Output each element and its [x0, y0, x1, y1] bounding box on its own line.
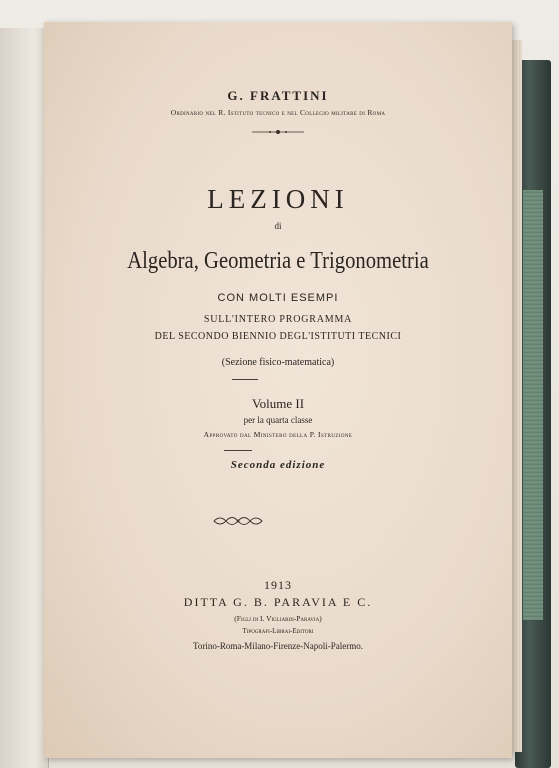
- publisher-trades: Tipografi-Librai-Editori: [242, 627, 314, 635]
- author-affiliation: Ordinario nel R. Istituto tecnico e nel Collegio militare di Roma: [170, 108, 386, 117]
- book-subject: Algebra, Geometria e Trigonometria: [127, 248, 429, 274]
- title-di: di: [274, 221, 282, 231]
- author-name: G. FRATTINI: [227, 88, 329, 103]
- fleuron-ornament-icon: [210, 514, 266, 528]
- edition-label: Seconda edizione: [230, 459, 326, 471]
- divider-rule: [232, 379, 258, 380]
- divider-rule: [224, 450, 252, 451]
- program-line-1: SULL'INTERO PROGRAMMA: [203, 314, 353, 325]
- small-ornament-icon: [248, 128, 308, 136]
- program-line-2: DEL SECONDO BIENNIO DEGL'ISTITUTI TECNICI: [154, 331, 402, 342]
- volume-class: per la quarta classe: [243, 415, 313, 425]
- spine-cloth: [523, 190, 543, 620]
- publisher-name: DITTA G. B. PARAVIA E C.: [183, 595, 373, 609]
- approval-note: Approvato dal Ministero della P. Istruzione: [203, 430, 353, 439]
- subtitle: CON MOLTI ESEMPI: [217, 292, 339, 304]
- volume-label: Volume II: [251, 396, 305, 411]
- title-page: [44, 22, 512, 758]
- publisher-cities: Torino-Roma-Milano-Firenze-Napoli-Palermo.: [192, 641, 364, 651]
- book-title: LEZIONI: [207, 184, 349, 214]
- publisher-heirs: (Figli di I. Vigliardi-Paravia): [234, 614, 322, 623]
- publication-year: 1913: [264, 578, 292, 592]
- left-page-edge: [0, 28, 49, 768]
- section-note: (Sezione fisico-matematica): [221, 357, 335, 368]
